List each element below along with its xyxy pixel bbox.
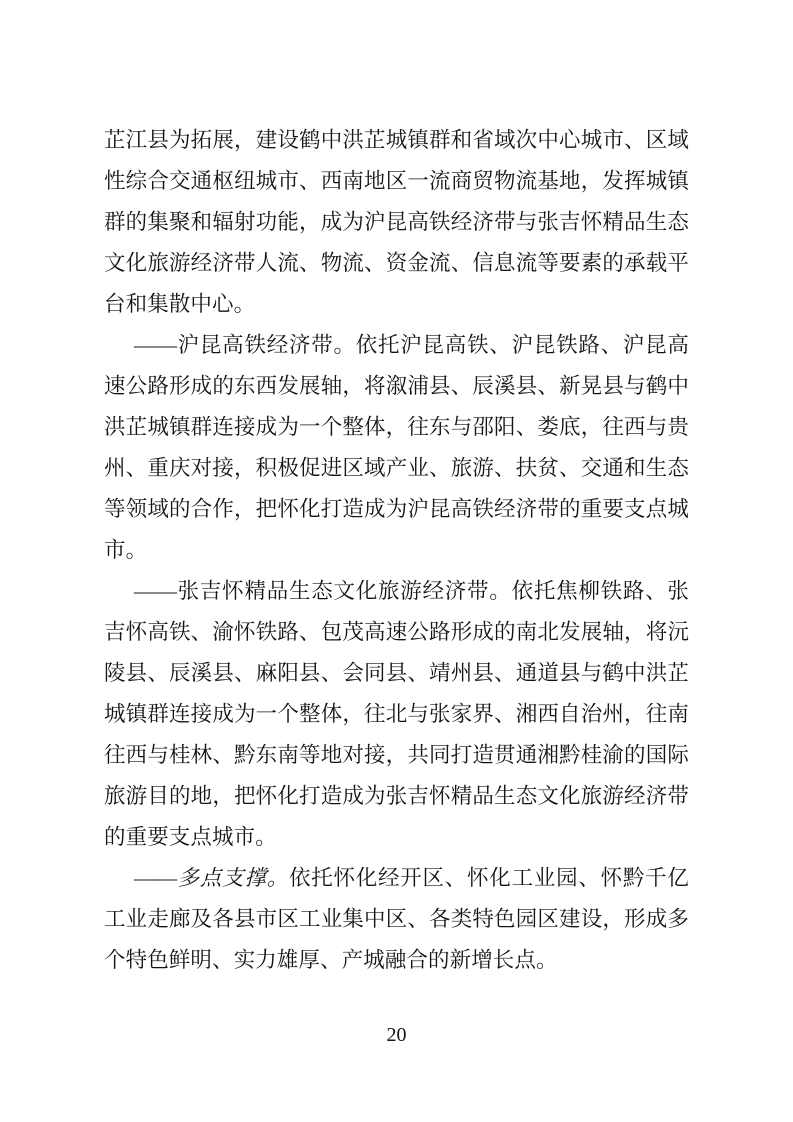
paragraph-lead: 多点支撑。 xyxy=(177,866,289,890)
paragraph xyxy=(104,325,689,571)
paragraph-text: 依托怀化经开区、怀化工业园、怀黔千亿工业走廊及各县市区工业集中区、各类特色园区建设，形成多个特色鲜明、实力雄厚、产城融合的新增长点。 xyxy=(104,866,689,972)
paragraph xyxy=(104,858,689,981)
paragraph-text: 依托焦柳铁路、张吉怀高铁、渝怀铁路、包茂高速公路形成的南北发展轴，将沅陵县、辰溪县、麻阳县、会同县、靖州县、通道县与鹤中洪芷城镇群连接成为一个整体，往北与张家界、湘西自治州，往南往西与桂林、黔东南等地对接，共同打造贯通湘黔桂渝的国际旅游目的地，把怀化打造成为张吉怀精品生态文化旅游经济带的重要支点城市。 xyxy=(104,579,689,849)
document-body xyxy=(104,120,689,981)
em-dash: —— xyxy=(134,579,177,603)
paragraph xyxy=(104,120,689,325)
em-dash: —— xyxy=(134,866,177,890)
em-dash: —— xyxy=(134,333,177,357)
paragraph-lead: 沪昆高铁经济带。 xyxy=(177,333,356,357)
paragraph-text: 依托沪昆高铁、沪昆铁路、沪昆高速公路形成的东西发展轴，将溆浦县、辰溪县、新晃县与鹤中洪芷城镇群连接成为一个整体，往东与邵阳、娄底，往西与贵州、重庆对接，积极促进区域产业、旅游、扶贫、交通和生态等领域的合作，把怀化打造成为沪昆高铁经济带的重要支点城市。 xyxy=(104,333,689,562)
page-footer xyxy=(0,1024,793,1047)
paragraph-text: 芷江县为拓展，建设鹤中洪芷城镇群和省域次中心城市、区域性综合交通枢纽城市、西南地区一流商贸物流基地，发挥城镇群的集聚和辐射功能，成为沪昆高铁经济带与张吉怀精品生态文化旅游经济带人流、物流、资金流、信息流等要素的承载平台和集散中心。 xyxy=(104,128,689,316)
paragraph-lead: 张吉怀精品生态文化旅游经济带。 xyxy=(177,579,512,603)
page-number: 20 xyxy=(386,1024,407,1046)
paragraph xyxy=(104,571,689,858)
